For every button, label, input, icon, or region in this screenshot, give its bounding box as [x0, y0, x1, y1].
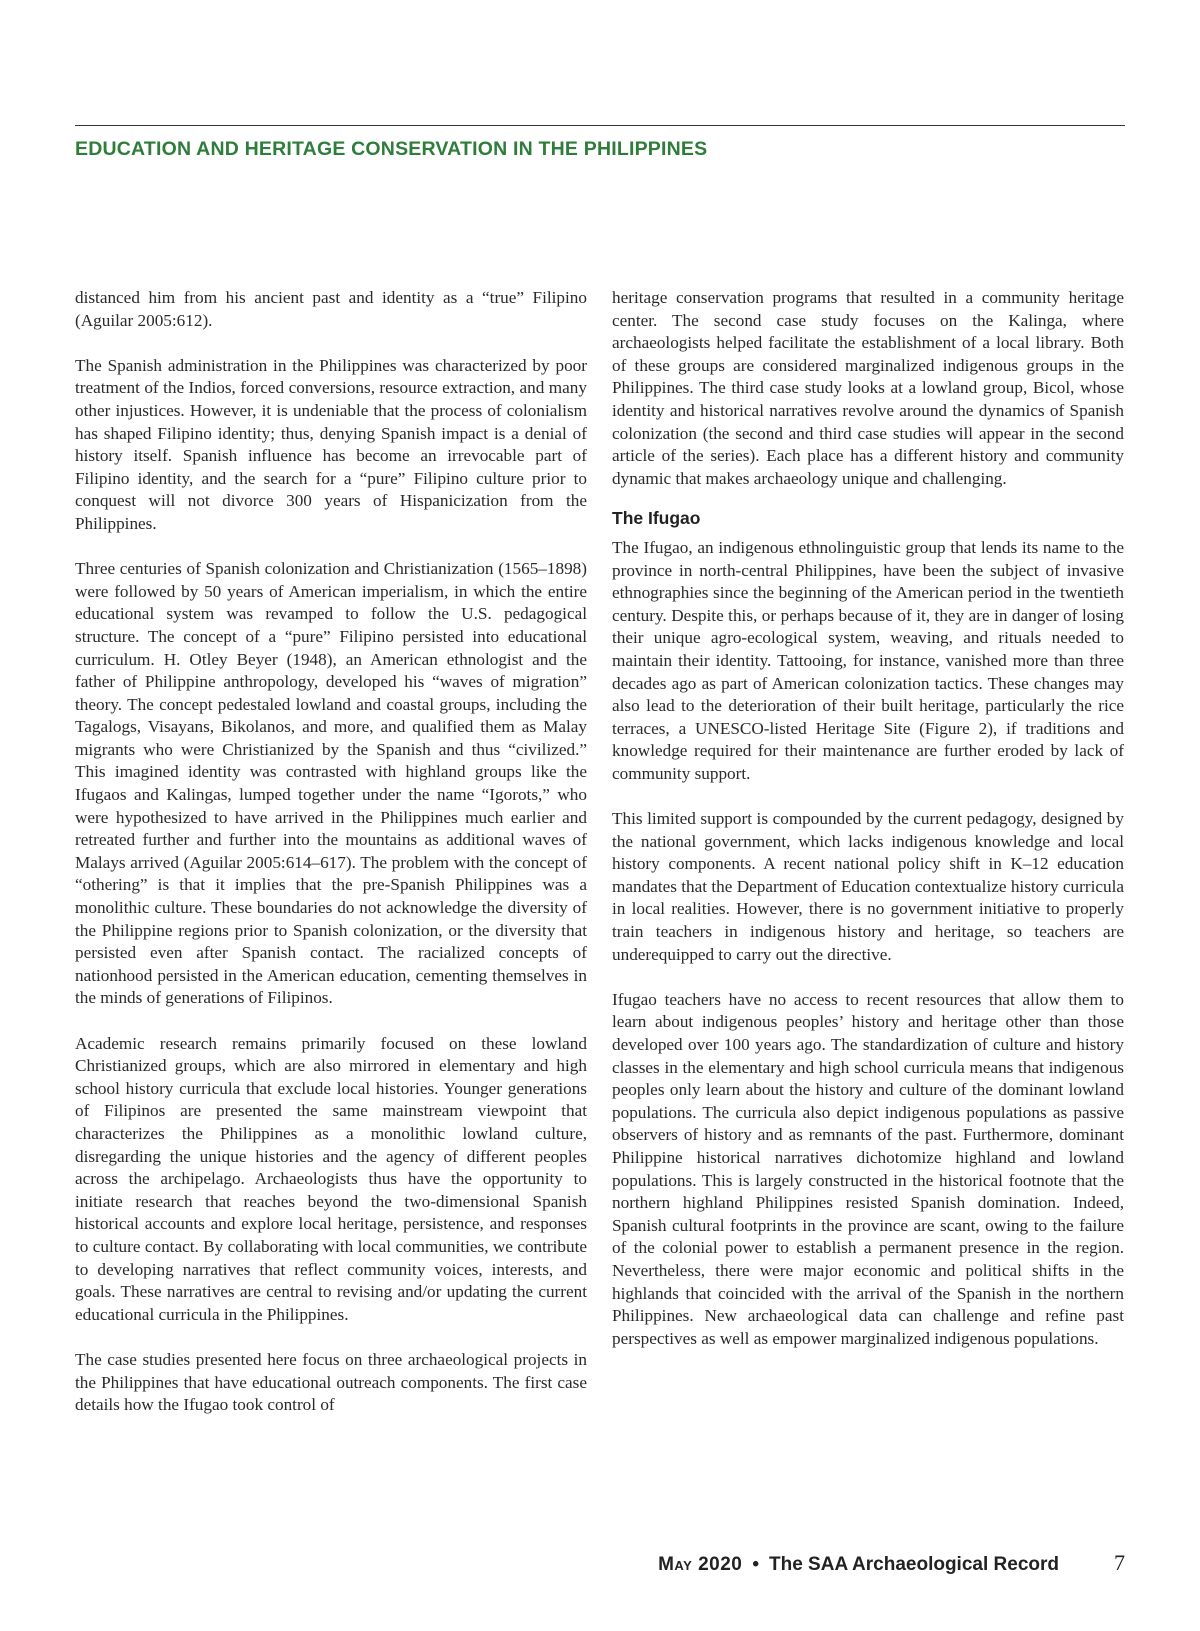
footer-journal-title: The SAA Archaeological Record — [769, 1554, 1059, 1575]
header-rule — [75, 125, 1125, 126]
right-column — [612, 287, 1124, 1350]
paragraph: This limited support is compounded by the current pedagogy, designed by the national government, which lacks indigenous knowledge and local history components. A recent national policy shift in K–12 education mandates that the Department of Education contextualize history curricula in local realities. However, there is no government initiative to properly train teachers in indigenous history and heritage, so teachers are underequipped to carry out the directive. — [612, 809, 1124, 964]
section-heading-ifugao: The Ifugao — [612, 507, 701, 528]
page-footer — [658, 1550, 1125, 1576]
paragraph: The Ifugao, an indigenous ethnolinguistic group that lends its name to the province in north-central Philippines, have been the subject of invasive ethnographies since the beginning of the American period in the twentieth century. Despite this, or perhaps because of it, they are in danger of losing their unique agro-ecological system, weaving, and rituals needed to maintain their identity. Tattooing, for instance, vanished more than three decades ago as part of American colonization tactics. These changes may also lead to the deterioration of their built heritage, particularly the rice terraces, a UNESCO-listed Heritage Site (Figure 2), if traditions and knowledge required for their maintenance are further eroded by lack of community support. — [612, 537, 1124, 783]
footer-bullet: • — [752, 1554, 759, 1575]
left-column — [75, 287, 587, 1417]
paragraph: Academic research remains primarily focused on these lowland Christianized groups, which are also mirrored in elementary and high school history curricula that exclude local histories. Younger generations of Filipinos are presented the same mainstream viewpoint that characterizes the Philippines as a monolithic lowland culture, disregarding the unique histories and the agency of different peoples across the archipelago. Archaeologists thus have the opportunity to initiate research that reaches beyond the two-dimensional Spanish historical accounts and explore local heritage, persistence, and responses to culture contact. By collaborating with local communities, we contribute to developing narratives that reflect community voices, interests, and goals. These narratives are central to revising and/or updating the current educational curricula in the Philippines. — [75, 1033, 587, 1324]
paragraph: The Spanish administration in the Philippines was characterized by poor treatment of the Indios, forced conversions, resource extraction, and many other injustices. However, it is undeniable that the process of colonialism has shaped Filipino identity; thus, denying Spanish impact is a denial of history itself. Spanish influence has become an irrevocable part of Filipino identity, and the search for a “pure” Filipino culture prior to conquest will not divorce 300 years of Hispanicization from the Philippines. — [75, 355, 587, 533]
paragraph: distanced him from his ancient past and identity as a “true” Filipino (Aguilar 2005:612). — [75, 288, 587, 330]
paragraph: Ifugao teachers have no access to recent resources that allow them to learn about indigenous peoples’ history and heritage other than those developed over 100 years ago. The standardization of culture and history classes in the elementary and high school curricula means that indigenous peoples only learn about the history and culture of the dominant lowland populations. The curricula also depict indigenous populations as passive observers of history and as remnants of the past. Furthermore, dominant Philippine historical narratives dichotomize highland and lowland populations. This is largely constructed in the historical footnote that the northern highland Philippines resisted Spanish domination. Indeed, Spanish cultural footprints in the province are scant, owing to the failure of the colonial power to establish a permanent presence in the region. Nevertheless, there were major economic and political shifts in the highlands that coincided with the arrival of the Spanish in the northern Philippines. New archaeological data can challenge and refine past perspectives as well as empower marginalized indigenous populations. — [612, 989, 1124, 1348]
paragraph: Three centuries of Spanish colonization and Christianization (1565–1898) were followed by 50 years of American imperialism, in which the entire educational system was revamped to follow the U.S. pedagogical structure. The concept of a “pure” Filipino persisted into educational curriculum. H. Otley Beyer (1948), an American ethnologist and the father of Philippine anthropology, developed his “waves of migration” theory. The concept pedestaled lowland and coastal groups, including the Tagalogs, Visayans, Bikolanos, and more, and qualified them as Malay migrants who were Christianized by the Spanish and thus “civilized.” This imagined identity was contrasted with highland groups like the Ifugaos and Kalingas, lumped together under the name “Igorots,” who were hypothesized to have arrived in the Philippines much earlier and retreated further and further into the mountains as additional waves of Malays arrived (Aguilar 2005:614–617). The problem with the concept of “othering” is that it implies that the pre-Spanish Philippines was a monolithic culture. These boundaries do not acknowledge the diversity of the Philippine regions prior to Spanish colonization, or the diversity that persisted even after Spanish contact. The racialized concepts of nationhood persisted in the American education, cementing themselves in the minds of generations of Filipinos. — [75, 559, 587, 1008]
footer-month: May 2020 — [658, 1554, 743, 1575]
paragraph: heritage conservation programs that resulted in a community heritage center. The second case study focuses on the Kalinga, where archaeologists helped facilitate the establishment of a local library. Both of these groups are considered marginalized indigenous groups in the Philippines. The third case study looks at a lowland group, Bicol, whose identity and historical narratives revolve around the dynamics of Spanish colonization (the second and third case studies will appear in the second article of the series). Each place has a different history and community dynamic that makes archaeology unique and challenging. — [612, 288, 1124, 488]
page-number: 7 — [1114, 1550, 1125, 1575]
paragraph: The case studies presented here focus on three archaeological projects in the Philippines that have educational outreach components. The first case details how the Ifugao took control of — [75, 1349, 587, 1415]
running-header-title: EDUCATION AND HERITAGE CONSERVATION IN THE PHILIPPINES — [75, 138, 708, 160]
